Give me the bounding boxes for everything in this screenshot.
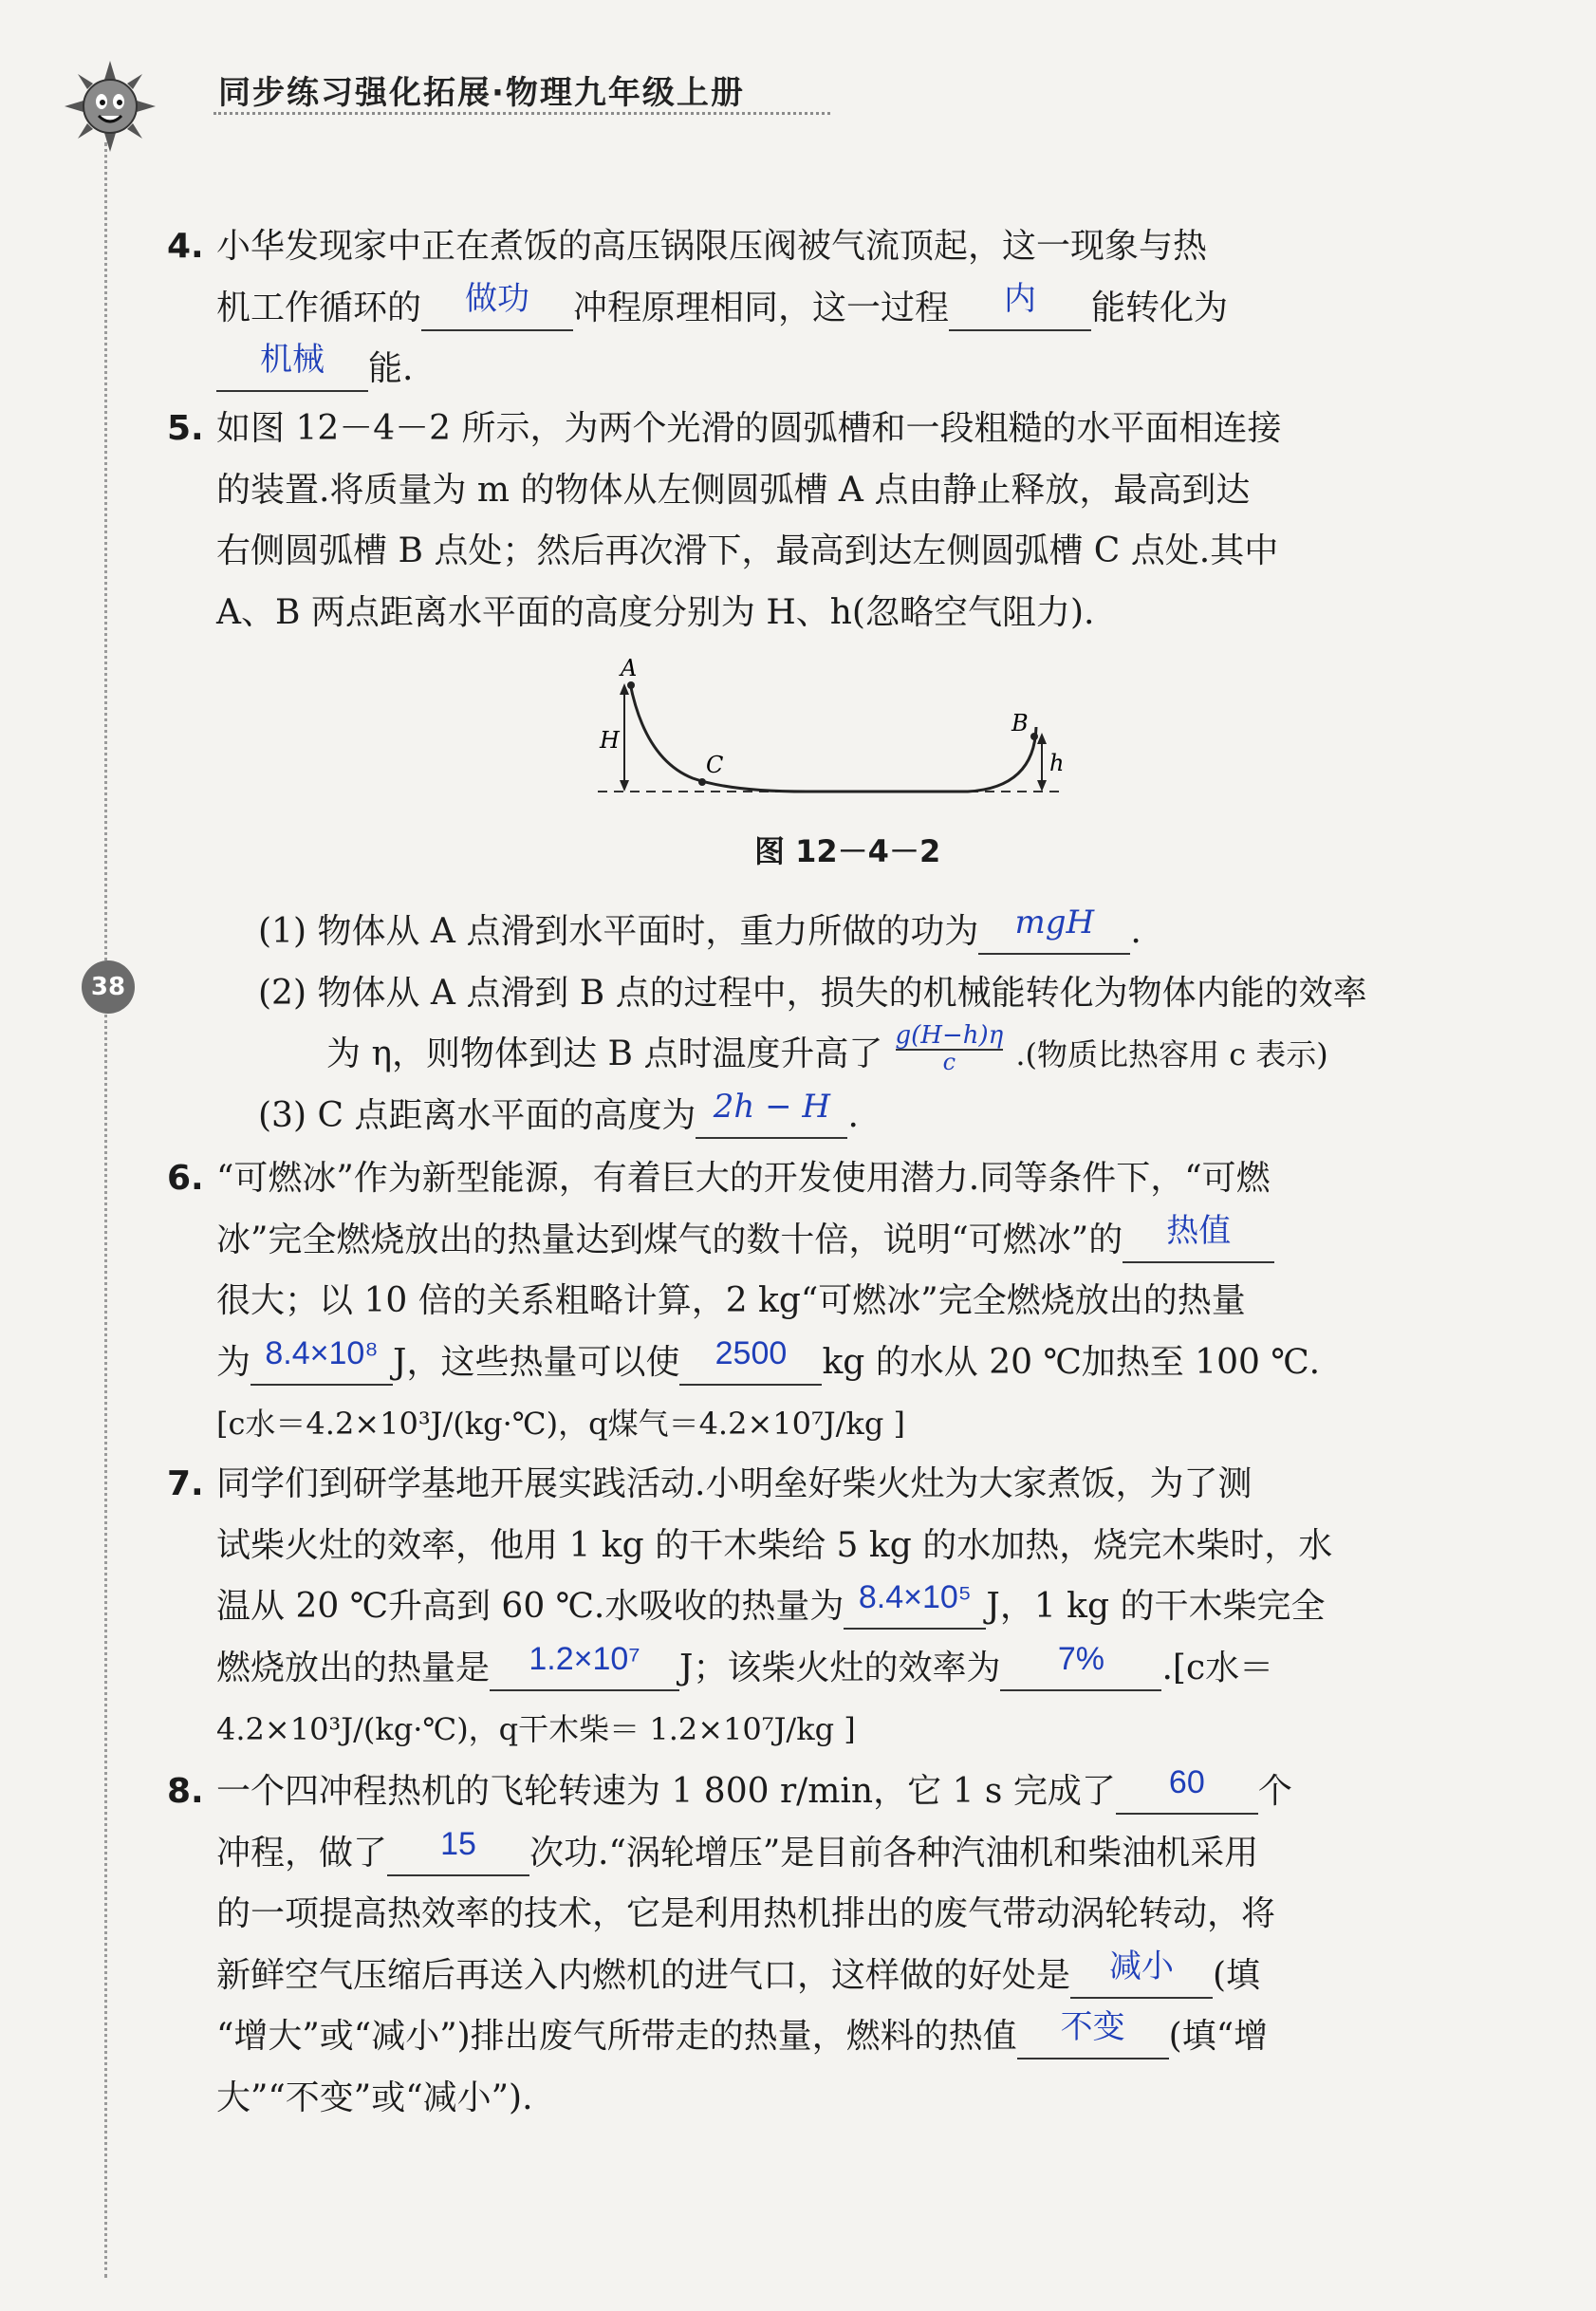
page-header <box>57 55 797 140</box>
question-5 <box>167 399 1412 643</box>
label-H: H <box>600 727 620 754</box>
q5-sub-3: (3) C 点距离水平面的高度为 2h − H . <box>258 1086 1416 1147</box>
q8-line-1: 一个四冲程热机的飞轮转速为 1 800 r/min，它 1 s 完成了 60 个 <box>216 1761 1412 1823</box>
question-number: 8. <box>167 1772 204 1811</box>
answer-blank-mass: 2500 <box>679 1341 822 1386</box>
q5-line-1: 如图 12－4－2 所示，为两个光滑的圆弧槽和一段粗糙的水平面相连接 <box>216 409 1282 448</box>
q5-sub-2-line-1: (2) 物体从 A 点滑到 B 点的过程中，损失的机械能转化为物体内能的效率 <box>258 973 1367 1013</box>
q8-line-2: 冲程，做了 15 次功.“涡轮增压”是目前各种汽油机和柴油机采用 <box>216 1823 1412 1885</box>
q4-line-1: 小华发现家中正在煮饭的高压锅限压阀被气流顶起，这一现象与热 <box>216 227 1208 266</box>
question-6 <box>167 1148 1412 1455</box>
answer-blank-fuel-value: 不变 <box>1017 2015 1169 2059</box>
q6-line-3: 很大；以 10 倍的关系粗略计算，2 kg“可燃冰”完全燃烧放出的热量 <box>216 1281 1246 1320</box>
answer-blank-absorbed-heat: 8.4×10⁵ <box>844 1585 986 1630</box>
q4-line-2: 机工作循环的 做功 冲程原理相同，这一过程 内 能转化为 <box>216 278 1412 340</box>
answer-blank-released-heat: 1.2×10⁷ <box>490 1647 679 1691</box>
sun-mascot-icon <box>63 59 158 154</box>
answer-blank-property: 热值 <box>1123 1219 1274 1263</box>
q7-line-5: 4.2×10³J/(kg·℃)，q干木柴＝ 1.2×10⁷J/kg ] <box>216 1711 856 1747</box>
label-h: h <box>1049 750 1065 776</box>
label-C: C <box>706 752 724 778</box>
page-number: 38 <box>82 960 135 1014</box>
answer-blank-strokes: 60 <box>1116 1770 1258 1815</box>
q7-line-2: 试柴火灶的效率，他用 1 kg 的干木柴给 5 kg 的水加热，烧完木柴时，水 <box>216 1525 1333 1565</box>
q8-line-5: “增大”或“减小”)排出废气所带走的热量，燃料的热值 不变 (填“增 <box>216 2006 1412 2068</box>
answer-blank-height-c: 2h − H <box>696 1094 847 1139</box>
point-C <box>698 778 706 786</box>
q5-sub-2-line-2: 为 η，则物体到达 B 点时温度升高了 $\frac{g(H-h)\eta}{c}$ .(物质比热容用 c 表示) <box>258 1024 1416 1086</box>
q8-line-6: 大”“不变”或“减小”). <box>216 2078 533 2117</box>
figure-caption: 图 12－4－2 <box>754 833 941 869</box>
q6-line-2: 冰”完全燃烧放出的热量达到煤气的数十倍，说明“可燃冰”的 热值 <box>216 1210 1412 1272</box>
side-dotted-line <box>104 142 107 2278</box>
answer-blank-effect: 减小 <box>1070 1954 1213 1999</box>
question-8 <box>167 1761 1412 2129</box>
q7-line-1: 同学们到研学基地开展实践活动.小明垒好柴火灶为大家煮饭，为了测 <box>216 1464 1253 1503</box>
q5-line-2: 的装置.将质量为 m 的物体从左侧圆弧槽 A 点由静止释放，最高到达 <box>216 470 1251 510</box>
q5-line-3: 右侧圆弧槽 B 点处；然后再次滑下，最高到达左侧圆弧槽 C 点处.其中 <box>216 531 1279 570</box>
question-number: 5. <box>167 409 204 448</box>
answer-blank-to-energy: 机械 <box>216 347 368 392</box>
answer-blank-temperature: $\frac{g(H-h)\eta}{c}$ <box>895 1020 1004 1076</box>
answer-blank-stroke: 做功 <box>421 287 573 331</box>
header-title: 同步练习强化拓展·物理九年级上册 <box>218 74 745 112</box>
question-number: 7. <box>167 1464 204 1503</box>
q8-line-3: 的一项提高热效率的技术，它是利用热机排出的废气带动涡轮转动，将 <box>216 1894 1276 1933</box>
q5-line-4: A、B 两点距离水平面的高度分别为 H、h(忽略空气阻力). <box>216 592 1095 632</box>
question-7 <box>167 1454 1412 1761</box>
answer-blank-from-energy: 内 <box>949 287 1091 331</box>
header-divider <box>213 112 830 115</box>
q6-line-4: 为 8.4×10⁸ J，这些热量可以使 2500 kg 的水从 20 ℃加热至 100 ℃. <box>216 1333 1412 1394</box>
point-A <box>627 681 635 689</box>
question-number: 6. <box>167 1159 204 1198</box>
point-B <box>1030 733 1038 740</box>
answer-blank-efficiency: 7% <box>1000 1647 1161 1691</box>
q6-line-5: [c水＝4.2×10³J/(kg·℃)，q煤气＝4.2×10⁷J/kg ] <box>216 1406 905 1442</box>
question-number: 4. <box>167 227 204 266</box>
figure-12-4-2 <box>588 655 1072 816</box>
q5-subquestions <box>258 902 1416 1146</box>
answer-blank-work: mgH <box>978 910 1130 955</box>
label-A: A <box>621 655 638 681</box>
question-4 <box>167 216 1412 401</box>
q5-sub-1: (1) 物体从 A 点滑到水平面时，重力所做的功为 mgH . <box>258 902 1416 963</box>
label-B: B <box>1011 710 1029 736</box>
answer-blank-work-times: 15 <box>387 1832 529 1876</box>
q4-line-3: 机械 能. <box>216 339 1412 401</box>
q7-line-3: 温从 20 ℃升高到 60 ℃.水吸收的热量为 8.4×10⁵ J，1 kg 的干木柴完全 <box>216 1576 1412 1638</box>
track-curve <box>630 683 1036 792</box>
q8-line-4: 新鲜空气压缩后再送入内燃机的进气口，这样做的好处是 减小 (填 <box>216 1946 1412 2007</box>
q6-line-1: “可燃冰”作为新型能源，有着巨大的开发使用潜力.同等条件下，“可燃 <box>216 1159 1271 1198</box>
answer-blank-heat: 8.4×10⁸ <box>251 1341 393 1386</box>
q7-line-4: 燃烧放出的热量是 1.2×10⁷ J；该柴火灶的效率为 7% .[c水＝ <box>216 1638 1412 1700</box>
